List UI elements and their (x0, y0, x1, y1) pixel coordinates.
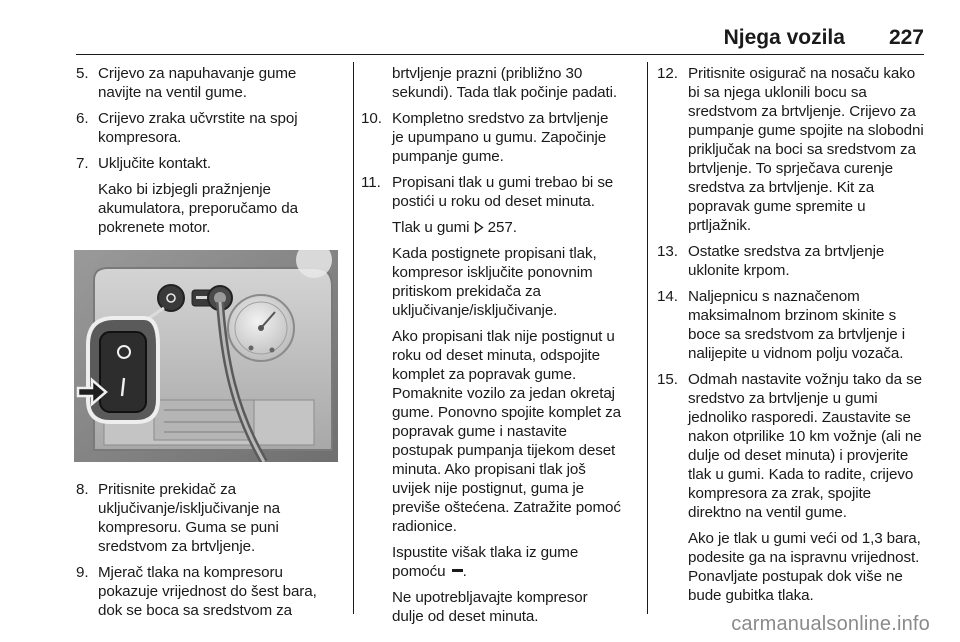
note-punctuation: . (462, 563, 467, 580)
step-10 (361, 109, 623, 166)
step-text: Propisani tlak u gumi trebao bi se postići u roku od deset minuta. (392, 174, 614, 210)
column-divider-2 (647, 62, 648, 614)
step-number: 6. (76, 110, 89, 127)
step-5 (76, 64, 338, 102)
column-2 (361, 64, 623, 633)
step-7 (76, 154, 338, 237)
step-text: Naljepnicu s naznačenom maksimalnom brzinom skinite s boce sa sredstvom za brtvljenje i nalijepite u vidnom polju vozača. (688, 288, 906, 362)
step-note: Kako bi izbjegli pražnjenje akumulatora, preporučamo da pokrenete motor. (98, 181, 298, 236)
step-number: 15. (657, 371, 678, 388)
step-11 (361, 173, 623, 626)
header-divider (76, 54, 924, 55)
minus-icon (452, 569, 463, 572)
step-text: Kompletno sredstvo za brtvljenje je upumpano u gumu. Započinje pumpanje gume. (392, 110, 609, 165)
page-reference-arrow-icon (474, 221, 484, 234)
column-3 (657, 64, 925, 612)
step-15 (657, 370, 925, 605)
step-text: Pritisnite prekidač za uključivanje/isključivanje na kompresoru. Guma se puni sredstvom za brtvljenje. (98, 481, 280, 555)
release-pressure-note (392, 543, 623, 581)
section-title: Njega vozila (723, 26, 845, 49)
reference-page[interactable]: 257. (487, 219, 517, 236)
note-text: Ispustite višak tlaka iz gume pomoću (392, 544, 579, 580)
step-number: 14. (657, 288, 678, 305)
step-text: Crijevo zraka učvrstite na spoj kompresora. (98, 110, 298, 146)
step-note: Ne upotrebljavajte kompresor dulje od deset minuta. (392, 589, 588, 625)
compressor-switch-illustration (74, 250, 338, 462)
step-9 (76, 563, 338, 620)
column-1 (76, 64, 338, 627)
step-8 (76, 480, 338, 556)
step-number: 8. (76, 481, 89, 498)
tire-pressure-reference (392, 218, 623, 237)
step-12 (657, 64, 925, 235)
reference-label: Tlak u gumi (392, 219, 470, 236)
step-body (392, 173, 623, 626)
step-note: Ako je tlak u gumi veći od 1,3 bara, podesite ga na ispravnu vrijednost. Ponavljate postupak dok više ne bude gubitka tlaka. (688, 530, 921, 604)
step-number: 11. (361, 174, 381, 191)
watermark: carmanualsonline.info (731, 613, 930, 635)
step-note: Ako propisani tlak nije postignut u roku od deset minuta, odspojite komplet za popravak gume. Pomaknite vozilo za jedan okretaj gume. Ponovno spojite komplet za popravak gume i nastavite postupak pumpanja tijekom deset minuta. Ako propisani tlak još uvijek nije postignut, guma je previše oštećena. Zatražite pomoć radionice. (392, 328, 621, 535)
step-number: 12. (657, 65, 678, 82)
step-text: Pritisnite osigurač na nosaču kako bi sa njega uklonili bocu sa sredstvom za brtvljenje. Crijevo za pumpanje gume spojite na slobodni priključak na boci sa sredstvom za brtvljenje. To sprječava curenje sredstva za brtvljenje. Kit za popravak gume spremite u prtljažnik. (688, 65, 924, 234)
step-note: Kada postignete propisani tlak, kompresor isključite ponovnim pritiskom prekidača za uključivanje/isključivanje. (392, 245, 597, 319)
column-divider-1 (353, 62, 354, 614)
step-text: Odmah nastavite vožnju tako da se sredstvo za brtvljenje u gumi jednoliko rasporedi. Zaustavite se nakon otprilike 10 km vožnje (ali ne dulje od deset minuta) i provjerite tlak u gumi. Kada to radite, crijevo kompresora za zrak, spojite direktno na ventil gume. (688, 371, 922, 521)
step-13 (657, 242, 925, 280)
page-header (724, 26, 924, 50)
step-number: 5. (76, 65, 89, 82)
step-14 (657, 287, 925, 363)
step-number: 7. (76, 155, 89, 172)
step-number: 13. (657, 243, 678, 260)
step-text: Uključite kontakt. (98, 155, 211, 172)
step-text: Crijevo za napuhavanje gume navijte na ventil gume. (98, 65, 297, 101)
step-number: 10. (361, 110, 382, 127)
step-text: Mjerač tlaka na kompresoru pokazuje vrijednost do šest bara, dok se boca sa sredstvom za (98, 564, 317, 619)
page-number: 227 (888, 26, 924, 49)
step-6 (76, 109, 338, 147)
step-text: Ostatke sredstva za brtvljenje uklonite krpom. (688, 243, 885, 279)
step-body (98, 154, 338, 237)
step-body (688, 370, 925, 605)
step-9-continued: brtvljenje prazni (približno 30 sekundi). Tada tlak počinje padati. (392, 65, 618, 101)
step-number: 9. (76, 564, 89, 581)
